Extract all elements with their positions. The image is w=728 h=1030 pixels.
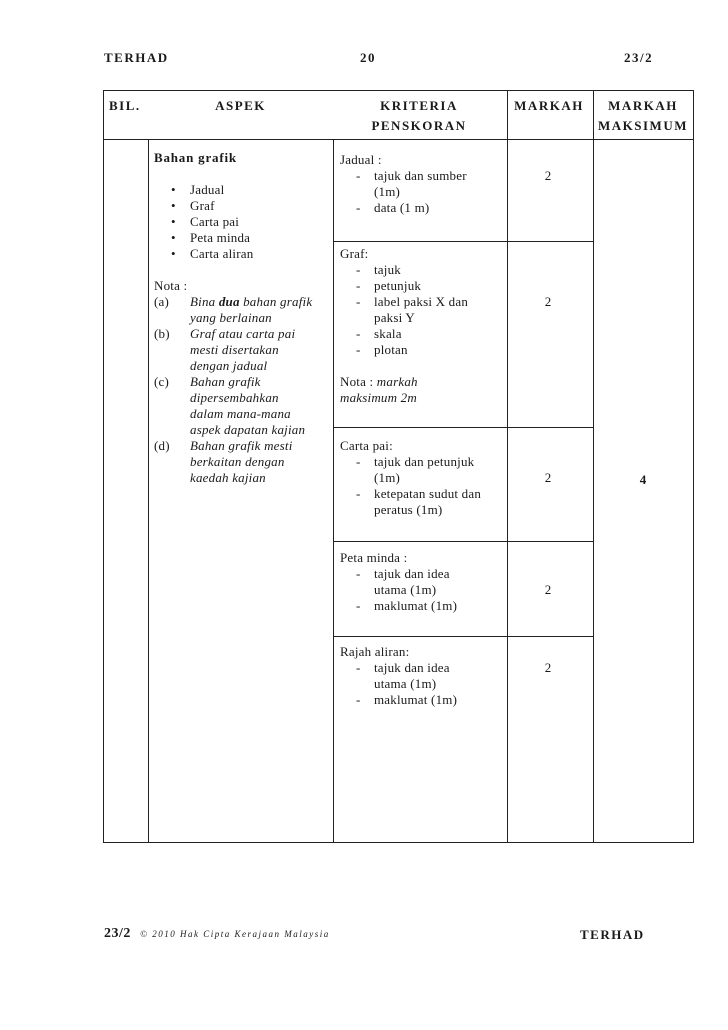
header-divider [104,139,693,140]
row-divider-1 [333,241,593,242]
footer-left [104,925,330,942]
dash: - [356,598,361,613]
markah-value: 2 [544,582,552,597]
criteria-item: paksi Y [374,310,415,325]
criteria-item: tajuk dan idea [374,660,450,675]
criteria-item: tajuk dan idea [374,566,450,581]
note-text: Bahan grafik mesti [190,438,293,453]
page-number: 20 [360,50,376,65]
dash: - [356,660,361,675]
dash: - [356,566,361,581]
bullet-icon: • [171,246,176,261]
footer-code: 23/2 [104,926,131,941]
note-text: aspek dapatan kajian [190,422,306,437]
note-text: Bahan grafik [190,374,261,389]
aspek-bullet-item: Carta pai [190,214,240,229]
bullet-icon: • [171,182,176,197]
markah-value: 2 [544,660,552,675]
col-divider-kriteria [507,91,508,842]
criteria-item: ketepatan sudut dan [374,486,482,501]
col-header-aspek: ASPEK [215,98,266,113]
markah-value: 2 [544,294,552,309]
aspek-bullet-item: Jadual [190,182,225,197]
note-label: (b) [154,326,170,341]
col-divider-markah [593,91,594,842]
criteria-item: maklumat (1m) [374,598,458,613]
criteria-note-text: maksimum 2m [340,390,417,405]
col-divider-aspek [333,139,334,842]
criteria-item: peratus (1m) [374,502,443,517]
dash: - [356,454,361,469]
criteria-note [340,374,418,390]
markah-maksimum-value: 4 [639,472,647,487]
dash: - [356,278,361,293]
note-text: dalam mana-mana [190,406,291,421]
note-label: (c) [154,374,170,389]
header-classification: TERHAD [104,50,169,65]
note-label: (a) [154,294,170,309]
dash: - [356,342,361,357]
dash: - [356,262,361,277]
row-divider-4 [333,636,593,637]
note-text: kaedah kajian [190,470,266,485]
note-text-emphasis: dua [218,294,240,309]
note-text: dengan jadual [190,358,268,373]
footer-classification: TERHAD [580,927,645,942]
aspek-bullet-item: Carta aliran [190,246,254,261]
aspek-title: Bahan grafik [154,150,237,165]
criteria-note-label: Nota : [340,374,377,389]
criteria-title: Graf: [340,246,369,261]
criteria-title: Peta minda : [340,550,408,565]
note-text: yang berlainan [190,310,272,325]
criteria-item: tajuk dan sumber [374,168,467,183]
aspek-bullet-item: Peta minda [190,230,251,245]
col-divider-bil [148,139,149,842]
row-divider-2 [333,427,593,428]
dash: - [356,486,361,501]
bullet-icon: • [171,214,176,229]
criteria-title: Carta pai: [340,438,393,453]
markah-value: 2 [544,168,552,183]
col-header-markah-maksimum: MARKAH [608,98,678,113]
row-divider-3 [333,541,593,542]
note-text: berkaitan dengan [190,454,285,469]
note-text: Graf atau carta pai [190,326,296,341]
note-text: dipersembahkan [190,390,279,405]
criteria-item: tajuk dan petunjuk [374,454,475,469]
aspek-bullet-item: Graf [190,198,215,213]
criteria-item: utama (1m) [374,676,437,691]
nota-label: Nota : [154,278,188,293]
criteria-title: Jadual : [340,152,382,167]
criteria-item: label paksi X dan [374,294,469,309]
footer-copyright: © 2010 Hak Cipta Kerajaan Malaysia [140,929,330,939]
note-text-part: bahan grafik [239,294,313,309]
criteria-item: plotan [374,342,408,357]
note-text: mesti disertakan [190,342,279,357]
criteria-item: (1m) [374,184,401,199]
dash: - [356,168,361,183]
criteria-note-text: markah [376,374,418,389]
paper-code: 23/2 [624,50,654,65]
col-header-maksimum: MAKSIMUM [598,118,688,133]
bullet-icon: • [171,230,176,245]
note-text [190,294,312,310]
dash: - [356,692,361,707]
col-header-penskoran: PENSKORAN [371,118,467,133]
markah-value: 2 [544,470,552,485]
criteria-item: petunjuk [374,278,422,293]
criteria-item: utama (1m) [374,582,437,597]
criteria-title: Rajah aliran: [340,644,410,659]
dash: - [356,200,361,215]
note-text-part: Bina [190,294,219,309]
col-header-bil: BIL. [109,98,141,113]
col-header-kriteria: KRITERIA [380,98,458,113]
criteria-item: (1m) [374,470,401,485]
criteria-item: tajuk [374,262,401,277]
dash: - [356,326,361,341]
col-header-markah: MARKAH [514,98,584,113]
bullet-icon: • [171,198,176,213]
note-label: (d) [154,438,170,453]
dash: - [356,294,361,309]
criteria-item: skala [374,326,402,341]
criteria-item: maklumat (1m) [374,692,458,707]
criteria-item: data (1 m) [374,200,430,215]
